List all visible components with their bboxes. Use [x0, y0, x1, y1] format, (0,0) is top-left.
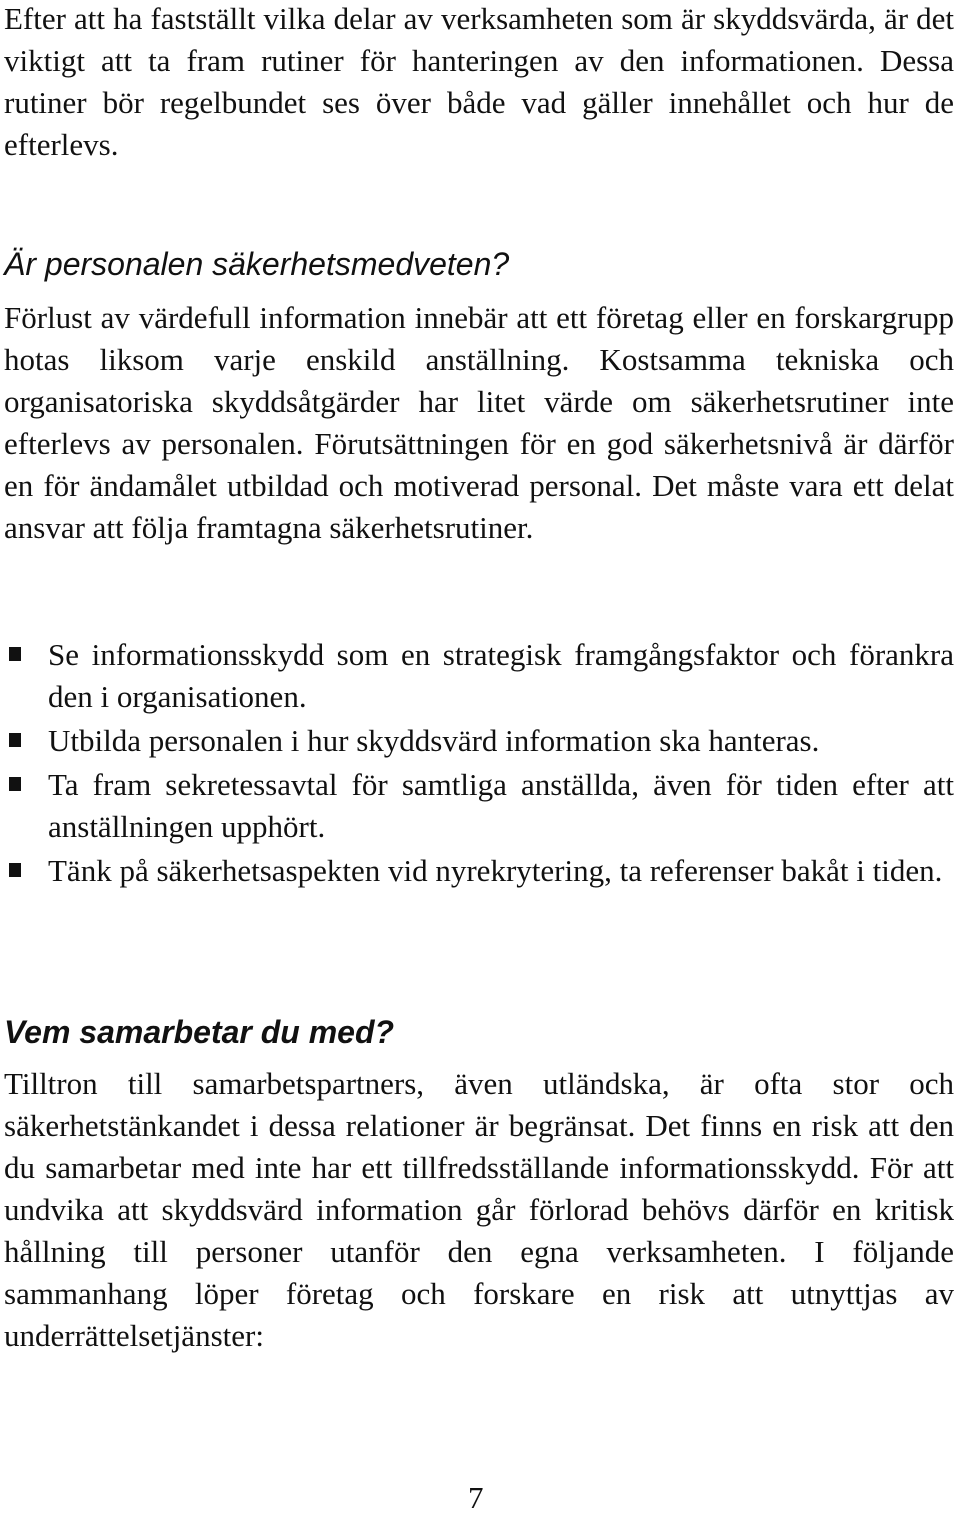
list-item [4, 634, 954, 718]
list-item [4, 850, 954, 892]
bullet-text: Ta fram sekretessavtal för samtliga anställda, även för tiden efter att anställningen upphört. [48, 767, 954, 844]
document-page [4, 0, 954, 1515]
personal-bullet-list [4, 634, 954, 894]
square-bullet-icon [8, 646, 22, 662]
list-item [4, 764, 954, 848]
square-bullet-icon [8, 776, 22, 792]
list-item [4, 720, 954, 762]
square-bullet-icon [8, 732, 22, 748]
bullet-text: Utbilda personalen i hur skyddsvärd information ska hanteras. [48, 723, 820, 758]
bullet-text: Tänk på säkerhetsaspekten vid nyrekrytering, ta referenser bakåt i tiden. [48, 853, 943, 888]
bullet-text: Se informationsskydd som en strategisk framgångsfaktor och förankra den i organisationen. [48, 637, 954, 714]
samarbete-paragraph: Tilltron till samarbetspartners, även utländska, är ofta stor och säkerhetstänkandet i dessa relationer är begränsat. Det finns en risk att den du samarbetar med inte har ett tillfredsställande informationsskydd. För att undvika att skyddsvärd information går förlorad behövs därför en kritisk hållning till personer utanför den egna verksamheten. I följande sammanhang löper företag och forskare en risk att utnyttjas av underrättelsetjänster: [4, 1066, 954, 1353]
square-bullet-icon [8, 862, 22, 878]
page-number: 7 [468, 1480, 484, 1515]
heading-personal: Är personalen säkerhetsmedveten? [4, 246, 510, 282]
intro-paragraph: Efter att ha fastställt vilka delar av verksamheten som är skyddsvärda, är det viktigt att ta fram rutiner för hanteringen av den informationen. Dessa rutiner bör regelbundet ses över både vad gäller innehållet och hur de efterlevs. [4, 1, 954, 162]
heading-samarbete: Vem samarbetar du med? [4, 1014, 395, 1050]
personal-paragraph: Förlust av värdefull information innebär att ett företag eller en forskargrupp hotas liksom varje enskild anställning. Kostsamma tekniska och organisatoriska skyddsåtgärder har litet värde om säkerhetsrutiner inte efterlevs av personalen. Förutsättningen för en god säkerhetsnivå är därför en för ändamålet utbildad och motiverad personal. Det måste vara ett delat ansvar att följa framtagna säkerhetsrutiner. [4, 300, 954, 545]
